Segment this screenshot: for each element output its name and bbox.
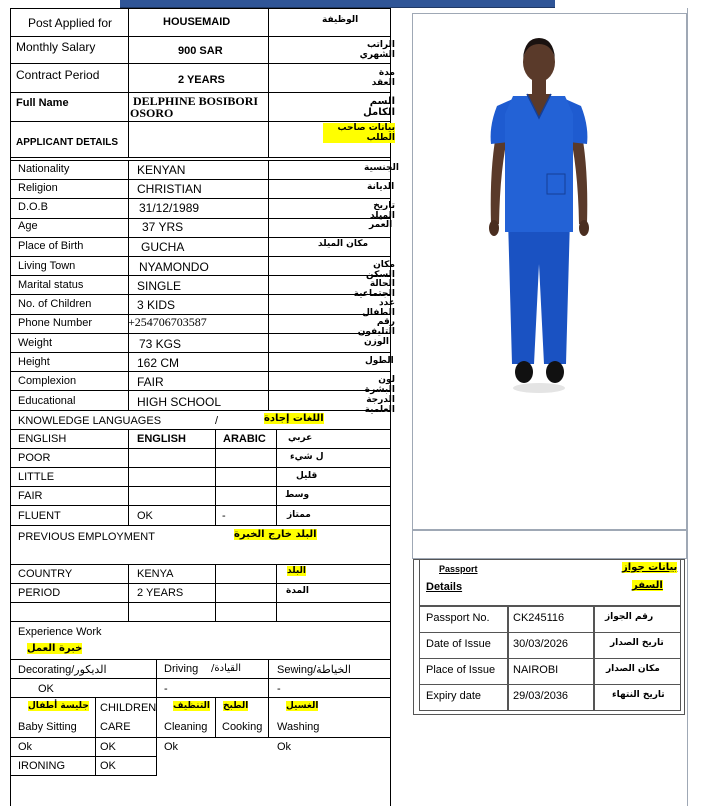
skill-washing: Washing — [277, 721, 320, 733]
applicant-photo-frame — [412, 13, 687, 531]
detail-label-ar: مكان الميلد — [318, 239, 369, 249]
skill-driving-ar: /القيادة — [211, 663, 242, 674]
detail-label: Complexion — [18, 375, 77, 387]
skill-children-line1: CHILDREN — [100, 702, 157, 714]
languages-col-english: ENGLISH — [137, 433, 186, 445]
detail-label: Place of Birth — [18, 240, 84, 252]
languages-heading: KNOWLEDGE LANGUAGES — [18, 415, 162, 427]
skill-ironing-value: OK — [100, 760, 116, 772]
skill-cleaning: Cleaning — [164, 721, 208, 733]
contract-label-ar: مدة العقد — [371, 68, 395, 88]
detail-label-ar: الطول — [365, 356, 394, 366]
period-label: PERIOD — [18, 587, 61, 599]
detail-label: Nationality — [18, 163, 70, 175]
full-name-label-ar: السم الكامل — [363, 96, 395, 118]
detail-value: HIGH SCHOOL — [137, 395, 222, 409]
passport-field-label-ar: تاريخ الصدار — [610, 638, 664, 648]
experience-heading-ar: خبرة العمل — [27, 643, 83, 654]
passport-field-value: CK245116 — [513, 612, 565, 624]
passport-field-label-ar: تاريخ النتهاء — [612, 690, 665, 700]
detail-label: Age — [18, 220, 38, 232]
post-label-ar: الوظيفة — [322, 15, 359, 25]
passport-field-value: 29/03/2036 — [513, 690, 569, 702]
languages-col-label: ENGLISH — [18, 433, 67, 445]
passport-field-value: NAIROBI — [513, 664, 559, 676]
detail-label-ar: الديانة — [367, 182, 395, 192]
detail-value: FAIR — [137, 375, 164, 389]
passport-title-ar-line1: بيانات جواز — [622, 562, 678, 573]
detail-label-ar: الجنسية — [364, 163, 399, 173]
passport-field-label: Place of Issue — [426, 664, 496, 676]
detail-value: 73 KGS — [139, 337, 182, 351]
detail-value: 37 YRS — [142, 220, 184, 234]
detail-label: Height — [18, 356, 50, 368]
language-level-ar: ممتاز — [287, 510, 311, 520]
skill-babysitting: Baby Sitting — [18, 721, 77, 733]
detail-label-ar: الحالة الجتماعية — [353, 279, 395, 299]
contract-value: 2 YEARS — [178, 74, 225, 86]
detail-label: Weight — [18, 337, 53, 349]
detail-label-ar: لون البشرة — [364, 375, 395, 395]
passport-field-value: 30/03/2026 — [513, 638, 569, 650]
passport-field-label: Expiry date — [426, 690, 482, 702]
language-level: FLUENT — [18, 510, 61, 522]
language-level: LITTLE — [18, 471, 55, 483]
detail-label-ar: رقم التليفون — [357, 317, 395, 337]
detail-value: 31/12/1989 — [139, 201, 200, 215]
detail-value: 3 KIDS — [137, 298, 176, 312]
detail-label-ar: الدرجة العلمية — [364, 395, 395, 415]
skill-sewing: Sewing/الخياطة — [277, 664, 351, 676]
applicant-photo — [413, 14, 686, 530]
language-english-value: OK — [137, 510, 153, 522]
detail-label-ar: مكان السكن — [366, 260, 395, 280]
detail-label: No. of Children — [18, 298, 92, 310]
skill-babysitting-ar: جليسة أطفال — [28, 701, 89, 711]
skill-cooking: Cooking — [222, 721, 263, 733]
detail-label: Living Town — [18, 260, 76, 272]
skill-cleaning-ar: التنظيف — [173, 701, 210, 711]
passport-title-line2: Details — [426, 581, 463, 593]
skill-washing-ar: الغسيل — [286, 701, 319, 711]
detail-value: NYAMONDO — [139, 260, 209, 274]
applicant-details-heading-ar: بيانات صاحب الطلب — [323, 123, 395, 143]
salary-label: Monthly Salary — [16, 40, 96, 54]
language-level-ar: ل شيء — [290, 452, 324, 462]
salary-value: 900 SAR — [178, 45, 223, 57]
detail-label: Phone Number — [18, 317, 92, 329]
country-label-ar: البلد — [287, 566, 307, 576]
language-arabic-value: - — [222, 510, 226, 522]
skill-driving: Driving — [164, 663, 199, 675]
detail-label-ar: تاريخ الميلد — [369, 201, 395, 221]
skill-children-value: OK — [100, 741, 116, 753]
passport-title-ar-line2: السفر — [632, 580, 663, 591]
language-level: POOR — [18, 452, 51, 464]
country-label: COUNTRY — [18, 568, 73, 580]
skill-sewing-value: - — [277, 683, 281, 695]
detail-value: SINGLE — [137, 279, 182, 293]
detail-value: 162 CM — [137, 356, 180, 370]
languages-col-ar: عربي — [288, 433, 313, 443]
language-level-ar: قليل — [296, 471, 318, 481]
detail-label: D.O.B — [18, 201, 48, 213]
photo-lower-frame — [412, 529, 687, 559]
contract-label: Contract Period — [16, 68, 100, 82]
detail-label: Marital status — [18, 279, 84, 291]
salary-label-ar: الراتب الشهري — [359, 40, 395, 60]
previous-employment-heading: PREVIOUS EMPLOYMENT — [18, 531, 155, 543]
skill-ironing: IRONING — [18, 760, 66, 772]
passport-title-line1: Passport — [439, 564, 478, 574]
detail-label-ar: العمر — [369, 220, 393, 230]
previous-employment-heading-ar: البلد خارج الخبرة — [234, 529, 317, 540]
languages-col-arabic: ARABIC — [223, 433, 266, 445]
languages-heading-slash: / — [215, 415, 219, 427]
skill-cooking-ar: الطبخ — [223, 701, 249, 711]
country-value: KENYA — [137, 568, 174, 580]
period-value: 2 YEARS — [137, 587, 184, 599]
applicant-details-heading: APPLICANT DETAILS — [16, 137, 119, 148]
detail-value: KENYAN — [137, 163, 186, 177]
language-level-ar: وسط — [285, 490, 310, 500]
detail-value: +254706703587 — [128, 315, 207, 329]
skill-driving-value: - — [164, 683, 168, 695]
period-label-ar: المدة — [286, 586, 310, 596]
detail-label-ar: الوزن — [364, 337, 389, 347]
experience-heading: Experience Work — [18, 626, 102, 638]
post-label: Post Applied for — [28, 16, 113, 30]
passport-field-label-ar: رقم الجواز — [605, 612, 654, 622]
detail-label: Religion — [18, 182, 58, 194]
skill-decorating: Decorating/الديكور — [18, 664, 107, 676]
skill-babysitting-value: Ok — [18, 741, 33, 753]
skill-cleaning-value: Ok — [164, 741, 179, 753]
detail-value: GUCHA — [141, 240, 185, 254]
full-name-value-line1: DELPHINE BOSIBORI — [133, 94, 259, 108]
skill-children-line2: CARE — [100, 721, 131, 733]
detail-value: CHRISTIAN — [137, 182, 202, 196]
language-level: FAIR — [18, 490, 43, 502]
full-name-label: Full Name — [16, 97, 69, 109]
passport-field-label: Passport No. — [426, 612, 490, 624]
passport-field-label-ar: مكان الصدار — [606, 664, 660, 674]
detail-label-ar: عدد الطفال — [362, 298, 395, 318]
languages-heading-ar: اللغات إجادة — [264, 413, 324, 424]
full-name-value-line2: OSORO — [130, 106, 174, 120]
post-value: HOUSEMAID — [163, 16, 231, 28]
passport-field-label: Date of Issue — [426, 638, 491, 650]
skill-decorating-value: OK — [38, 683, 54, 695]
skill-washing-value: Ok — [277, 741, 292, 753]
detail-label: Educational — [18, 395, 76, 407]
